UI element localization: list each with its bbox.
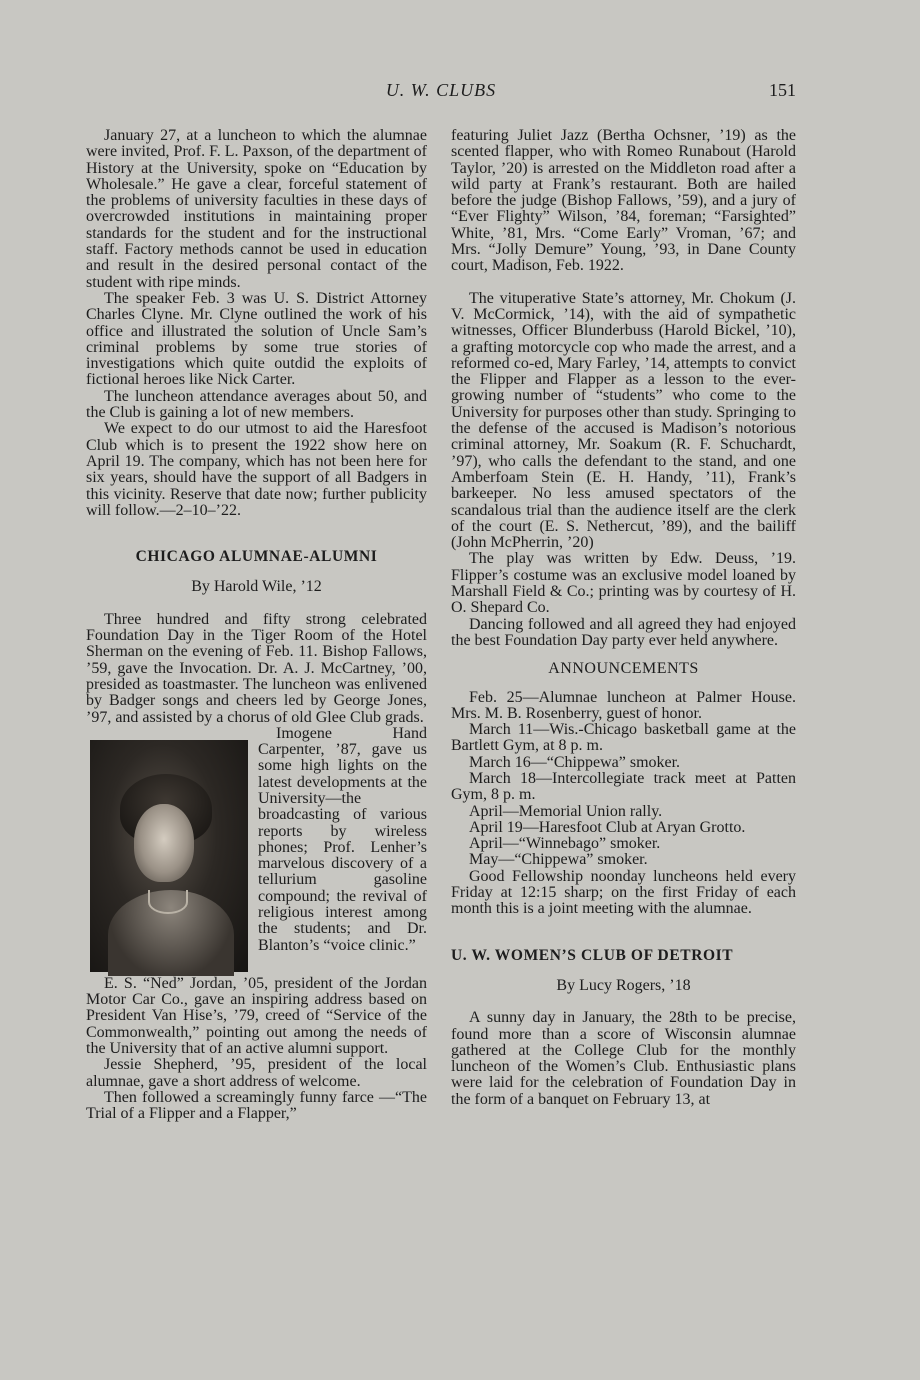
paragraph-attendance: The luncheon attendance averages about 50, and the Club is gaining a lot of new members. <box>86 387 427 422</box>
paragraph-haresfoot: We expect to do our utmost to aid the Haresfoot Club which is to present the 1922 show here on April 19. The company, which has not been here for six years, should have the support of all Badgers in this vicinity. Reserve that date now; further publicity will follow.—2–10–’22. <box>86 420 427 519</box>
paragraph-clyne-talk: The speaker Feb. 3 was U. S. District Attorney Charles Clyne. Mr. Clyne outlined the work of his office and illustrated the solution of Uncle Sam’s criminal problems by some true stories of investigations which quite outdid the exploits of fictional heroes like Nick Carter. <box>86 289 427 389</box>
paragraph-dancing: Dancing followed and all agreed they had enjoyed the best Foundation Day party ever held anywhere. <box>451 615 796 649</box>
byline-detroit: By Lucy Rogers, ’18 <box>556 976 691 994</box>
announcement-item: March 16—“Chippewa” smoker. <box>469 753 681 771</box>
paragraph-farce: Then followed a screamingly funny farce —“The Trial of a Flipper and a Flapper,” <box>86 1088 427 1123</box>
portrait-photo <box>90 740 248 972</box>
announcement-item: April—“Winnebago” smoker. <box>469 835 661 853</box>
left-column <box>86 128 427 1122</box>
byline-chicago: By Harold Wile, ’12 <box>191 578 322 596</box>
paragraph-continuation: featuring Juliet Jazz (Bertha Ochsner, ’19) as the scented flapper, who with Romeo Runabout (Harold Taylor, ’20) is arrested on the Middleton road after a wild party at Frank’s restaurant. Both are hailed before the judge (Bishop Fallows, ’59), and a jury of “Ever Flighty” Wilson, ’84, foreman; “Farsighted” White, ’81, Mrs. “Come Early” Vroman, ’67; and Mrs. “Jolly Demure” Young, ’93, in Dane County court, Madison, Feb. 1922. <box>451 127 796 275</box>
announcement-item: March 11—Wis.-Chicago basketball game at the Bartlett Gym, at 8 p. m. <box>451 721 796 755</box>
paragraph-jordan: E. S. “Ned” Jordan, ’05, president of the Jordan Motor Car Co., gave an inspiring address based on President Van Hise’s, ’79, creed of “Service of the Commonwealth,” pointing out among the needs of the University that of an active alumni support. <box>86 974 427 1057</box>
announcement-item: May—“Chippewa” smoker. <box>469 851 648 869</box>
paragraph-play-credits: The play was written by Edw. Deuss, ’19. Flipper’s costume was an exclusive model loaned by Marshall Field & Co.; printing was by courtesy of H. O. Shepard Co. <box>451 550 796 617</box>
running-head <box>86 80 796 104</box>
running-title: U. W. CLUBS <box>385 80 497 100</box>
photo-block <box>86 726 427 976</box>
paragraph-shepherd: Jessie Shepherd, ’95, president of the local alumnae, gave a short address of welcome. <box>86 1056 427 1090</box>
section-title-chicago: CHICAGO ALUMNAE-ALUMNI <box>135 548 378 566</box>
paragraph-paxson-talk: January 27, at a luncheon to which the alumnae were invited, Prof. F. L. Paxson, of the department of History at the University, spoke on “Education by Wholesale.” He gave a clear, forceful statement of the problems of university faculties in these days of overcrowded institutions in maintaining proper standards for the student and for the instructional staff. Factory methods cannot be used in education and result in the desired personal contact of the student with ripe minds. <box>86 127 427 291</box>
paragraph-foundation-day: Three hundred and fifty strong celebrated Foundation Day in the Tiger Room of the Hotel Sherman on the evening of Feb. 11. Bishop Fallows, ’59, gave the Invocation. Dr. A. J. McCartney, ’00, presided as toastmaster. The luncheon was enlivened by Badger songs and cheers led by George Jones, ’97, and assisted by a chorus of old Glee Club grads. <box>86 610 427 726</box>
paragraph-detroit-luncheon: A sunny day in January, the 28th to be precise, found more than a score of Wisconsin alumnae gathered at the College Club for the monthly luncheon of the Women’s Club. Enthusiastic plans were laid for the celebration of Foundation Day in the form of a banquet on February 13, at <box>451 1009 796 1108</box>
announcement-item: Feb. 25—Alumnae luncheon at Palmer House. Mrs. M. B. Rosenberry, guest of honor. <box>451 688 796 722</box>
page-number: 151 <box>769 80 796 100</box>
announcement-item: Good Fellowship noonday luncheons held every Friday at 12:15 sharp; on the first Friday of each month this is a joint meeting with the alumnae. <box>451 867 796 918</box>
announcement-item: March 18—Intercollegiate track meet at Patten Gym, 8 p. m. <box>451 769 796 804</box>
paragraph-carpenter: Imogene Hand Carpenter, ’87, gave us some high lights on the latest developments at the University—the broadcasting of various reports by wireless phones; Prof. Lenher’s marvelous discovery of a tellurium gasoline compound; the revival of religious interest among the students; and Dr. Blanton’s “voice clinic.” <box>258 725 427 954</box>
announcements-title: ANNOUNCEMENTS <box>548 660 699 678</box>
right-column <box>451 128 796 1108</box>
paragraph-trial: The vituperative State’s attorney, Mr. Chokum (J. V. McCormick, ’14), with the aid of sympathetic witnesses, Officer Blunderbuss (Harold Bickel, ’10), a grafting motorcycle cop who made the arrest, and a reformed co-ed, Mary Farley, ’14, attempts to convict the Flipper and Flapper as a lesson to the ever-growing number of “students” who come to the University for purposes other than study. Springing to the defense of the accused is Madison’s notorious criminal attorney, Mr. Soakum (R. F. Schuchardt, ’97), who calls the defendant to the stand, and one Amberfoam Stein (E. H. Handy, ’11), Frank’s barkeeper. No less amused spectators of the scandalous trial than the audience itself are the clerk of the court (E. S. Nethercut, ’89), and the bailiff (John McPherrin, ’20) <box>451 289 796 552</box>
announcement-item: April 19—Haresfoot Club at Aryan Grotto. <box>469 818 746 836</box>
section-title-detroit: U. W. WOMEN’S CLUB OF DETROIT <box>451 946 734 964</box>
announcement-item: April—Memorial Union rally. <box>469 802 663 820</box>
